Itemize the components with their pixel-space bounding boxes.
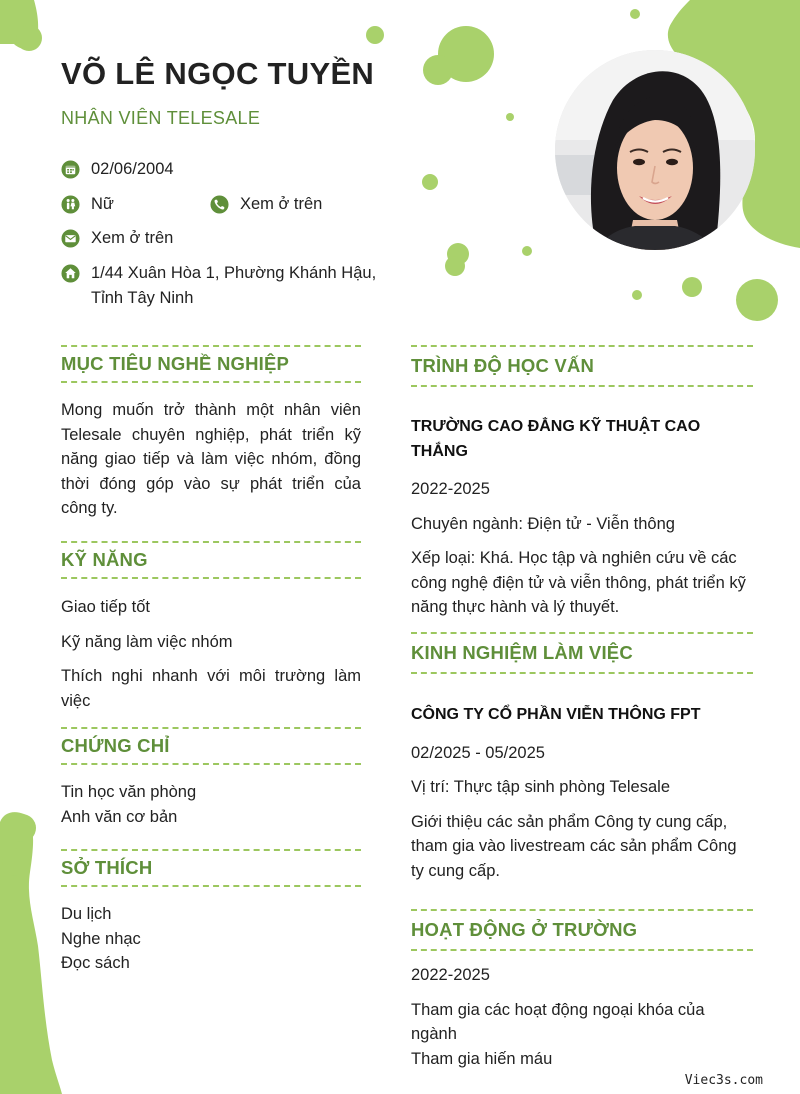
education-section [411, 345, 753, 620]
gender-row [61, 195, 114, 217]
portrait-illustration [555, 50, 755, 250]
envelope-icon [61, 229, 80, 248]
email-value: Xem ở trên [91, 229, 174, 247]
address-line2: Tỉnh Tây Ninh [91, 289, 194, 307]
hobby-item-1: Du lịch [61, 905, 112, 923]
skill-item-3: Thích nghi nhanh với môi trường làm việc [61, 667, 361, 710]
address-row [61, 264, 376, 311]
hobby-item-3: Đọc sách [61, 954, 130, 972]
phone-value: Xem ở trên [240, 195, 323, 213]
certificates-heading: CHỨNG CHỈ [61, 727, 361, 765]
skills-section [61, 541, 361, 713]
hobbies-section [61, 849, 361, 976]
phone-icon [210, 195, 229, 214]
objective-heading: MỤC TIÊU NGHỀ NGHIỆP [61, 345, 361, 383]
skill-item-1: Giao tiếp tốt [61, 598, 150, 616]
hobbies-heading: SỞ THÍCH [61, 849, 361, 887]
education-detail: Xếp loại: Khá. Học tập và nghiên cứu về các công nghệ điện tử và viễn thông, phát triển kỹ năng thực hành và lý thuyết. [411, 549, 746, 616]
phone-row [210, 195, 322, 217]
address-value [91, 261, 376, 311]
education-heading: TRÌNH ĐỘ HỌC VẤN [411, 345, 753, 387]
school-name: TRƯỜNG CAO ĐẲNG KỸ THUẬT CAO THẮNG [411, 418, 701, 460]
activities-section [411, 909, 753, 1071]
hobby-item-2: Nghe nhạc [61, 929, 141, 948]
education-major: Chuyên ngành: Điện tử - Viễn thông [411, 514, 675, 533]
birthday-value: 02/06/2004 [91, 160, 174, 178]
calendar-icon [61, 160, 80, 179]
experience-section [411, 632, 753, 883]
profile-photo [555, 50, 755, 250]
footer-brand: Viec3s.com [684, 1073, 763, 1088]
birthday-row [61, 160, 174, 182]
job-title: NHÂN VIÊN TELESALE [61, 108, 261, 128]
activity-item-2: Tham gia hiến máu [411, 1049, 553, 1068]
certificates-section [61, 727, 361, 829]
experience-position: Vị trí: Thực tập sinh phòng Telesale [411, 778, 671, 796]
skill-item-2: Kỹ năng làm việc nhóm [61, 632, 233, 651]
gender-value: Nữ [91, 195, 114, 213]
activities-period: 2022-2025 [411, 966, 490, 984]
skills-heading: KỸ NĂNG [61, 541, 361, 579]
address-line1: 1/44 Xuân Hòa 1, Phường Khánh Hậu, [91, 264, 377, 282]
email-row [61, 229, 173, 251]
objective-text: Mong muốn trở thành một nhân viên Telesale chuyên nghiệp, phát triển kỹ năng giao tiếp và làm việc nhóm, đồng thời đóng góp vào sự phát triển của công ty. [61, 401, 361, 517]
experience-heading: KINH NGHIỆM LÀM VIỆC [411, 632, 753, 674]
certificate-item-2: Anh văn cơ bản [61, 807, 178, 826]
experience-detail: Giới thiệu các sản phẩm Công ty cung cấp, tham gia vào livestream các sản phẩm Công ty cung cấp. [411, 812, 737, 880]
objective-section [61, 345, 361, 521]
education-period: 2022-2025 [411, 480, 490, 498]
activity-item-1: Tham gia các hoạt động ngoại khóa của ngành [411, 1000, 705, 1043]
candidate-name: VÕ LÊ NGỌC TUYỀN [61, 56, 375, 91]
gender-icon [61, 195, 80, 214]
experience-period: 02/2025 - 05/2025 [411, 743, 545, 762]
home-icon [61, 264, 80, 283]
company-name: CÔNG TY CỔ PHẦN VIỄN THÔNG FPT [411, 706, 701, 723]
certificate-item-1: Tin học văn phòng [61, 783, 197, 801]
activities-heading: HOẠT ĐỘNG Ở TRƯỜNG [411, 909, 753, 951]
